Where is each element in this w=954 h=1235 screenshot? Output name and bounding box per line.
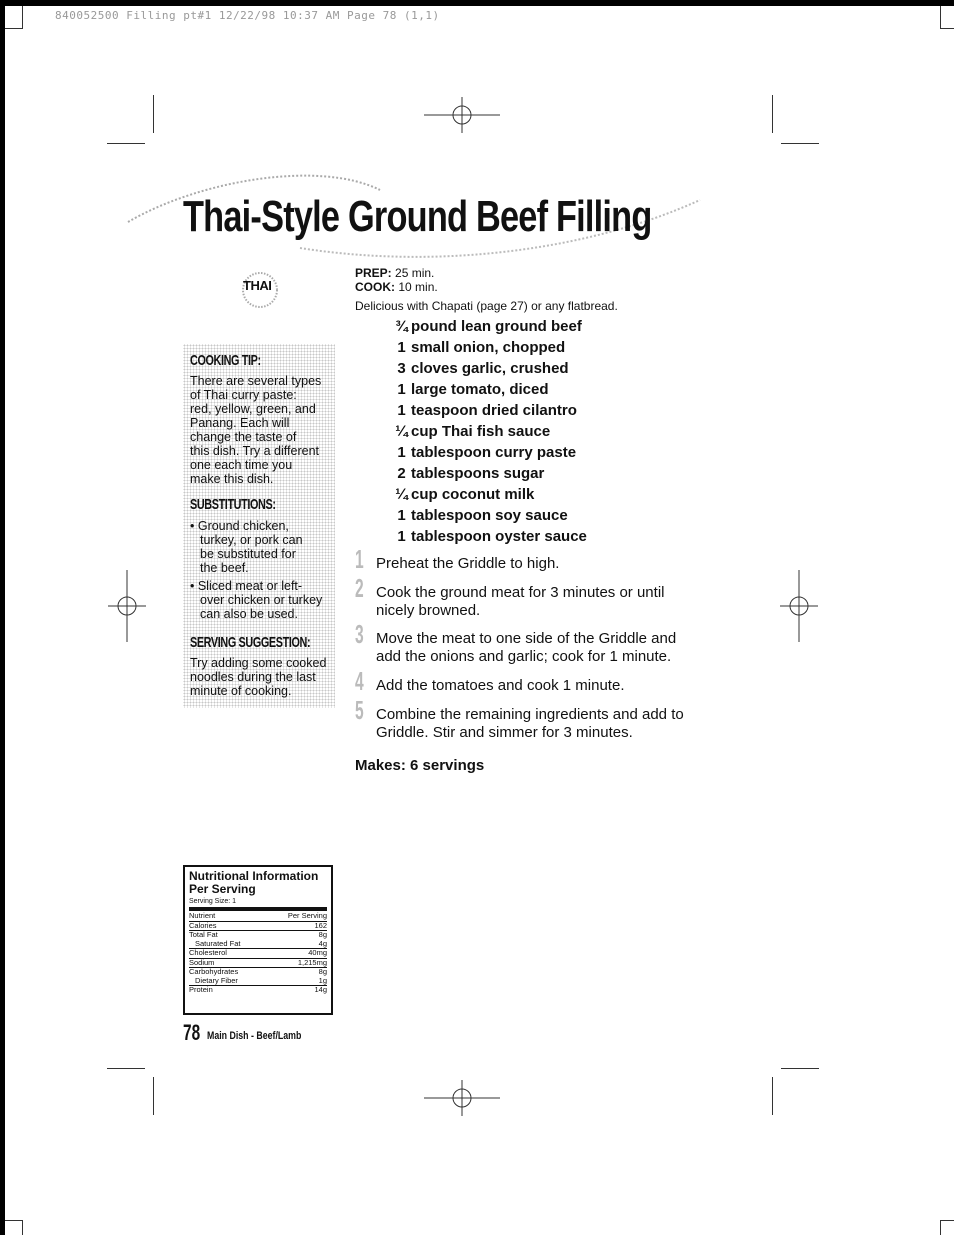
nutrition-row: Carbohydrates 8g <box>189 967 327 976</box>
ingredient-item: ¾ pound lean ground beef <box>395 318 582 335</box>
section-label: Main Dish - Beef/Lamb <box>207 1030 302 1042</box>
tip-sidebar <box>183 344 335 708</box>
serving-suggestion-heading: SERVING SUGGESTION: <box>190 634 311 651</box>
substitution-item: • Ground chicken, turkey, or pork can be substituted for the beef. <box>190 519 303 575</box>
registration-mark-left <box>106 568 148 644</box>
ingredient-item: 1 teaspoon dried cilantro <box>397 402 577 419</box>
cooking-tip-heading: COOKING TIP: <box>190 352 261 369</box>
ingredient-list <box>392 316 587 547</box>
nutrition-row: Total Fat 8g <box>189 930 327 939</box>
page-number: 78 <box>183 1020 201 1045</box>
ingredient-item: 1 tablespoon soy sauce <box>397 507 568 524</box>
cooking-tip-text: There are several types of Thai curry paste: red, yellow, green, and Panang. Each will change the taste of this dish. Try a different one each time you make this dish. <box>190 374 322 486</box>
ingredient-item: ¼ cup coconut milk <box>395 486 535 503</box>
ingredient-item: 1 large tomato, diced <box>397 381 549 398</box>
nutrition-row: Saturated Fat 4g <box>189 940 327 950</box>
nutrition-header: Nutrient Per Serving <box>189 911 327 920</box>
print-slug: 840052500 Filling pt#1 12/22/98 10:37 AM Page 78 (1,1) <box>55 9 440 22</box>
ingredient-item: 1 small onion, chopped <box>397 339 566 356</box>
serving-suggestion-text: Try adding some cooked noodles during the last minute of cooking. <box>190 656 327 698</box>
ingredient-item: 2 tablespoons sugar <box>397 465 545 482</box>
step-number: 3 <box>355 619 364 649</box>
registration-mark-right <box>778 568 820 644</box>
prep-cook-times: PREP: 25 min. COOK: 10 min. <box>355 266 438 294</box>
recipe-intro: Delicious with Chapati (page 27) or any flatbread. <box>355 299 618 313</box>
ingredient-item: 1 tablespoon curry paste <box>397 444 577 461</box>
nutrition-row: Cholesterol 40mg <box>189 948 327 957</box>
registration-mark-top <box>420 95 504 135</box>
nutrition-row: Dietary Fiber 1g <box>189 977 327 987</box>
registration-mark-bottom <box>420 1078 504 1118</box>
nutrition-row: Sodium 1,215mg <box>189 957 327 967</box>
step-number: 5 <box>355 695 364 725</box>
yield: Makes: 6 servings <box>355 757 485 774</box>
ingredient-item: 3 cloves garlic, crushed <box>397 360 569 377</box>
step-number: 4 <box>355 666 364 696</box>
nutrition-row: Calories 162 <box>189 920 327 930</box>
ingredient-item: ¼ cup Thai fish sauce <box>395 423 551 440</box>
nutrition-row: Protein 14g <box>189 985 327 994</box>
step-number: 1 <box>355 544 364 574</box>
top-border <box>0 0 954 6</box>
recipe-title: Thai-Style Ground Beef Filling <box>183 192 652 241</box>
substitution-item: • Sliced meat or left- over chicken or turkey can also be used. <box>190 579 323 621</box>
left-border <box>0 0 5 1235</box>
ingredient-item: 1 tablespoon oyster sauce <box>397 528 587 545</box>
substitutions-heading: SUBSTITUTIONS: <box>190 496 276 513</box>
nutrition-facts: Nutritional Information Per Serving Serving Size: 1 Nutrient Per Serving Calories 162 Total Fat 8g Saturated Fat 4g Cholesterol 40mg Sodium 1,215mg Carbohydrates 8g Dietary Fiber 1g Protein 14g <box>183 865 333 1015</box>
thai-badge-label: THAI <box>243 278 272 293</box>
step-number: 2 <box>355 573 364 603</box>
